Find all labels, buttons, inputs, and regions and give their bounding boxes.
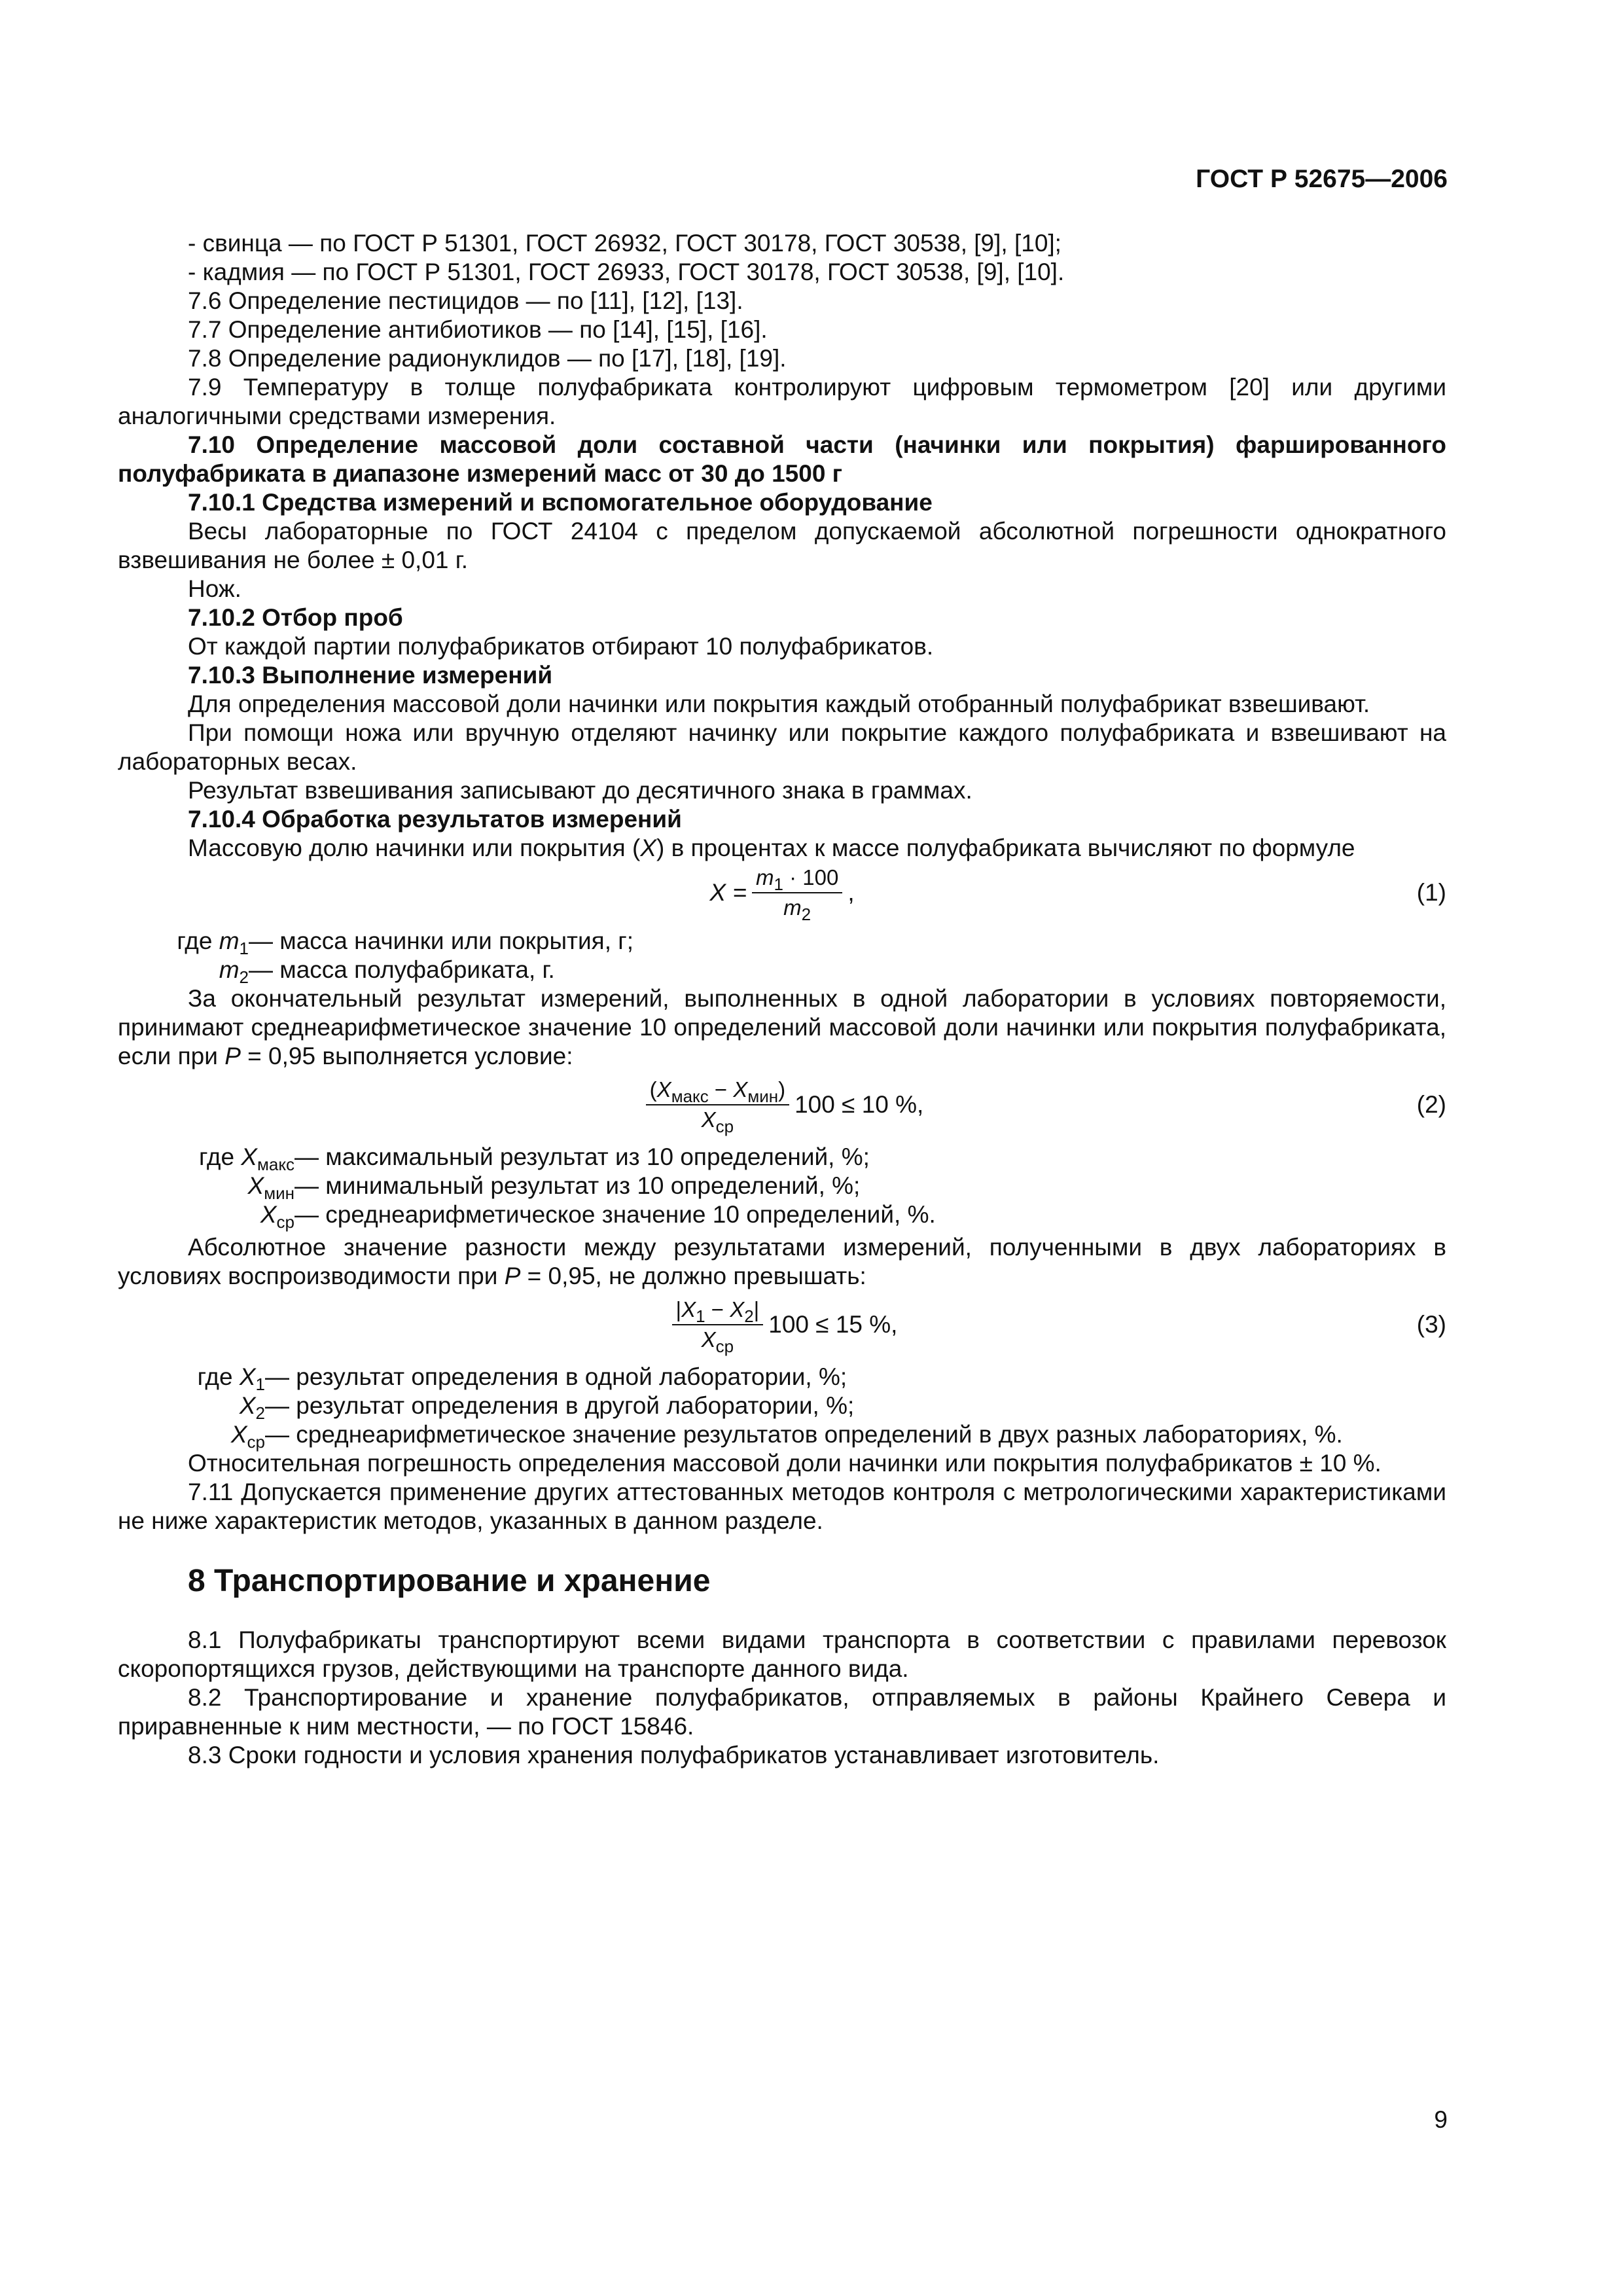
formula-number: (1) — [1416, 879, 1446, 906]
legend-formula-2 — [118, 1143, 1446, 1232]
page-content — [118, 229, 1446, 1770]
paragraph-7-11: 7.11 Допускается применение других аттестованных методов контроля с метрологическими характеристиками не ниже характеристик методов, указанных в данном разделе. — [118, 1479, 1446, 1534]
paragraph-record: Результат взвешивания записывают до десятичного знака в граммах. — [188, 777, 972, 804]
paragraph-relative-error: Относительная погрешность определения массовой доли начинки или покрытия полуфабрикатов ± 10 %. — [188, 1450, 1382, 1477]
formula-number: (3) — [1416, 1311, 1446, 1338]
paragraph-7-9: 7.9 Температуру в толще полуфабриката контролируют цифровым термометром [20] или другими аналогичными средствами измерения. — [118, 374, 1446, 429]
paragraph-formula-intro: Массовую долю начинки или покрытия (X) в процентах к массе полуфабриката вычисляют по формуле — [188, 834, 1355, 861]
formula-3: $\frac{|X_1 - X_2|}{X_{ср}}$ 100 ≤ 15 %, (3) — [118, 1291, 1446, 1359]
legend-row: $X_2$ — результат определения в другой лаборатории, %; — [239, 1392, 855, 1423]
heading-7-10-1: 7.10.1 Средства измерений и вспомогательное оборудование — [188, 489, 933, 516]
legend-row: где $X_1$ — результат определения в одной лаборатории, %; — [197, 1363, 847, 1394]
fraction: $\frac{|X_1 - X_2|}{X_{ср}}$ — [672, 1297, 764, 1353]
heading-7-10-2: 7.10.2 Отбор проб — [188, 604, 403, 631]
formula-number: (2) — [1416, 1091, 1446, 1118]
legend-row: $X_{мин}$ — минимальный результат из 10 определений, %; — [247, 1172, 861, 1203]
paragraph-7-8: 7.8 Определение радионуклидов — по [17], [18], [19]. — [188, 345, 787, 372]
list-item: - кадмия — по ГОСТ Р 51301, ГОСТ 26933, ГОСТ 30178, ГОСТ 30538, [9], [10]. — [188, 259, 1065, 285]
legend-row: где $m_1$ — масса начинки или покрытия, г; — [177, 927, 634, 958]
paragraph-weighing: Для определения массовой доли начинки или покрытия каждый отобранный полуфабрикат взвешивают. — [188, 691, 1370, 717]
paragraph-knife: Нож. — [188, 575, 241, 602]
paragraph-8-1: 8.1 Полуфабрикаты транспортируют всеми видами транспорта в соответствии с правилами перевозок скоропортящихся грузов, действующими на транспорте данного вида. — [118, 1626, 1446, 1682]
heading-7-10: 7.10 Определение массовой доли составной части (начинки или покрытия) фаршированного полуфабриката в диапазоне измерений масс от 30 до 1500 г — [118, 431, 1446, 487]
paragraph-sampling: От каждой партии полуфабрикатов отбирают 10 полуфабрикатов. — [188, 633, 934, 660]
document-header: ГОСТ Р 52675—2006 — [1196, 165, 1448, 193]
legend-formula-3 — [118, 1363, 1446, 1452]
section-heading: 8 Транспортирование и хранение — [188, 1564, 711, 1598]
paragraph-7-6: 7.6 Определение пестицидов — по [11], [12], [13]. — [188, 287, 743, 314]
fraction: $\frac{m_1 \cdot 100}{m_2}$ — [752, 865, 842, 921]
legend-row: где $X_{макс}$ — максимальный результат из 10 определений, %; — [199, 1143, 870, 1174]
paragraph-final-result: За окончательный результат измерений, выполненных в одной лаборатории в условиях повторяемости, принимают среднеарифметическое значение 10 определений массовой доли начинки или покрытия полуфабриката, если при P = 0,95 выполняется условие: — [118, 985, 1446, 1069]
fraction: $\frac{(X_{макс} - X_{мин})}{X_{ср}}$ — [646, 1077, 789, 1133]
paragraph-reproducibility: Абсолютное значение разности между результатами измерений, полученными в двух лабораториях в условиях воспроизводимости при P = 0,95, не должно превышать: — [118, 1234, 1446, 1289]
list-item: - свинца — по ГОСТ Р 51301, ГОСТ 26932, ГОСТ 30178, ГОСТ 30538, [9], [10]; — [188, 230, 1061, 257]
formula-lhs: X = — [709, 879, 747, 906]
paragraph-8-3: 8.3 Сроки годности и условия хранения полуфабрикатов устанавливает изготовитель. — [188, 1742, 1160, 1768]
page-number: 9 — [1434, 2106, 1448, 2133]
paragraph-separation: При помощи ножа или вручную отделяют начинку или покрытие каждого полуфабриката и взвешивают на лабораторных весах. — [118, 719, 1446, 775]
paragraph-7-7: 7.7 Определение антибиотиков — по [14], [15], [16]. — [188, 316, 768, 343]
legend-formula-1 — [118, 927, 1446, 987]
heading-7-10-3: 7.10.3 Выполнение измерений — [188, 662, 553, 689]
formula-2: $\frac{(X_{макс} - X_{мин})}{X_{ср}}$ 100 ≤ 10 %, (2) — [118, 1071, 1446, 1139]
heading-7-10-4: 7.10.4 Обработка результатов измерений — [188, 806, 682, 833]
legend-row: $X_{ср}$ — среднеарифметическое значение 10 определений, %. — [260, 1201, 936, 1232]
paragraph-8-2: 8.2 Транспортирование и хранение полуфабрикатов, отправляемых в районы Крайнего Севера и приравненные к ним местности, — по ГОСТ 15846. — [118, 1684, 1446, 1740]
paragraph-equipment: Весы лабораторные по ГОСТ 24104 с пределом допускаемой абсолютной погрешности однократного взвешивания не более ± 0,01 г. — [118, 518, 1446, 573]
legend-row: $m_2$ — масса полуфабриката, г. — [219, 956, 555, 987]
legend-row: $X_{ср}$ — среднеарифметическое значение результатов определений в двух разных лабораториях, %. — [230, 1421, 1343, 1452]
formula-1: X = $\frac{m_1 \cdot 100}{m_2}$ , (1) — [709, 865, 1446, 924]
